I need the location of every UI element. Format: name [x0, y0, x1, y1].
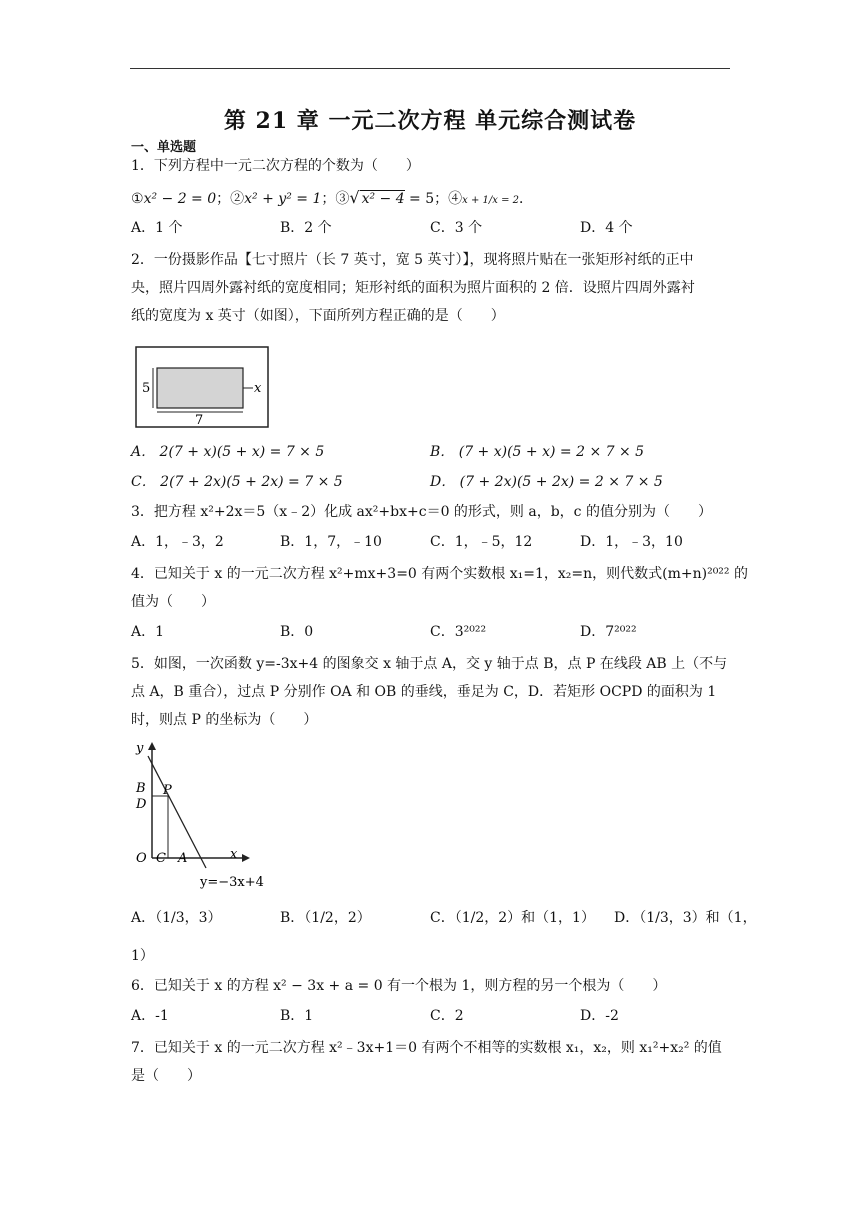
q4-option-d: D．7²⁰²² [580, 624, 637, 640]
q5-option-b: B．（1/2，2） [280, 910, 371, 926]
label-b: B [136, 781, 146, 796]
q3-option-d: D．1，﹣3，10 [580, 534, 683, 550]
q7-line-2: 是（ ） [131, 1068, 201, 1084]
label-y: y [136, 741, 144, 756]
q1-option-a: A．1 个 [131, 220, 183, 236]
q2-line-3: 纸的宽度为 x 英寸（如图），下面所列方程正确的是（ ） [131, 308, 505, 324]
q5-option-d-cont: 1） [131, 948, 154, 964]
q2-line-2: 央，照片四周外露衬纸的宽度相同；矩形衬纸的面积为照片面积的 2 倍．设照片四周外露衬 [131, 280, 695, 296]
q5-graph-figure [130, 738, 290, 890]
q6-option-c: C．2 [430, 1008, 464, 1024]
photo-rect [157, 368, 243, 408]
q6-option-b: B．1 [280, 1008, 314, 1024]
q5-option-d: D．（1/3，3）和（1， [614, 910, 757, 926]
q5-option-c: C．（1/2，2）和（1，1） [430, 910, 595, 926]
q4-line-1: 4．已知关于 x 的一元二次方程 x²+mx+3=0 有两个实数根 x₁=1，x₂=n，则代数式(m+n)²⁰²² 的 [131, 566, 748, 582]
label-o: O [136, 851, 147, 866]
page-title: 第 21 章 一元二次方程 单元综合测试卷 [223, 108, 637, 134]
label-x: x [230, 847, 238, 862]
line-equation-label: y=−3x+4 [200, 875, 264, 890]
label-width: 7 [195, 413, 204, 428]
q2-line-1: 2．一份摄影作品【七寸照片（长 7 英寸，宽 5 英寸）】，现将照片贴在一张矩形衬纸的正中 [131, 252, 694, 268]
q6-option-d: D．-2 [580, 1008, 619, 1024]
q2-option-a: A． 2(7 + x)(5 + x) = 7 × 5 [131, 444, 325, 460]
label-x: x [254, 381, 262, 396]
q1-stem: 1．下列方程中一元二次方程的个数为（ ） [131, 158, 420, 174]
label-a: A [178, 851, 188, 866]
q3-option-c: C．1，﹣5，12 [430, 534, 533, 550]
label-c: C [156, 851, 166, 866]
y-axis-arrow [148, 742, 156, 750]
x-axis-arrow [242, 854, 250, 862]
q4-option-a: A．1 [131, 624, 165, 640]
q5-line-2: 点 A，B 重合），过点 P 分别作 OA 和 OB 的垂线，垂足为 C，D．若矩形 OCPD 的面积为 1 [131, 684, 717, 700]
q2-option-b: B． (7 + x)(5 + x) = 2 × 7 × 5 [430, 444, 645, 460]
q2-option-c: C． 2(7 + 2x)(5 + 2x) = 7 × 5 [131, 474, 343, 490]
q4-option-c: C．3²⁰²² [430, 624, 487, 640]
header-rule [130, 68, 730, 69]
q4-option-b: B．0 [280, 624, 314, 640]
q3-stem: 3．把方程 x²+2x＝5（x﹣2）化成 ax²+bx+c＝0 的形式，则 a，b，c 的值分别为（ ） [131, 504, 712, 520]
q1-option-c: C．3 个 [430, 220, 483, 236]
q2-photo-figure [135, 346, 270, 428]
label-d: D [136, 797, 147, 812]
q3-option-b: B．1，7，﹣10 [280, 534, 382, 550]
q5-line-3: 时，则点 P 的坐标为（ ） [131, 712, 318, 728]
q5-line-1: 5．如图，一次函数 y=-3x+4 的图象交 x 轴于点 A，交 y 轴于点 B，点 P 在线段 AB 上（不与 [131, 656, 728, 672]
label-height: 5 [142, 381, 151, 396]
q5-option-a: A．（1/3，3） [131, 910, 222, 926]
section-heading: 一、单选题 [131, 140, 197, 155]
q6-stem: 6．已知关于 x 的方程 x² − 3x + a = 0 有一个根为 1，则方程的另一个根为（ ） [131, 978, 667, 994]
q1-option-b: B．2 个 [280, 220, 332, 236]
q1-option-d: D．4 个 [580, 220, 633, 236]
q3-option-a: A．1，﹣3，2 [131, 534, 224, 550]
q4-line-2: 值为（ ） [131, 594, 215, 610]
q2-option-d: D． (7 + 2x)(5 + 2x) = 2 × 7 × 5 [430, 474, 663, 490]
q7-line-1: 7．已知关于 x 的一元二次方程 x²﹣3x+1＝0 有两个不相等的实数根 x₁，x₂，则 x₁²+x₂² 的值 [131, 1040, 722, 1056]
q6-option-a: A．-1 [131, 1008, 169, 1024]
q1-equations: ①x² − 2 = 0；②x² + y² = 1；③√ x² − 4 = 5；④x + 1/x = 2． [131, 188, 534, 207]
label-p: P [163, 783, 172, 798]
